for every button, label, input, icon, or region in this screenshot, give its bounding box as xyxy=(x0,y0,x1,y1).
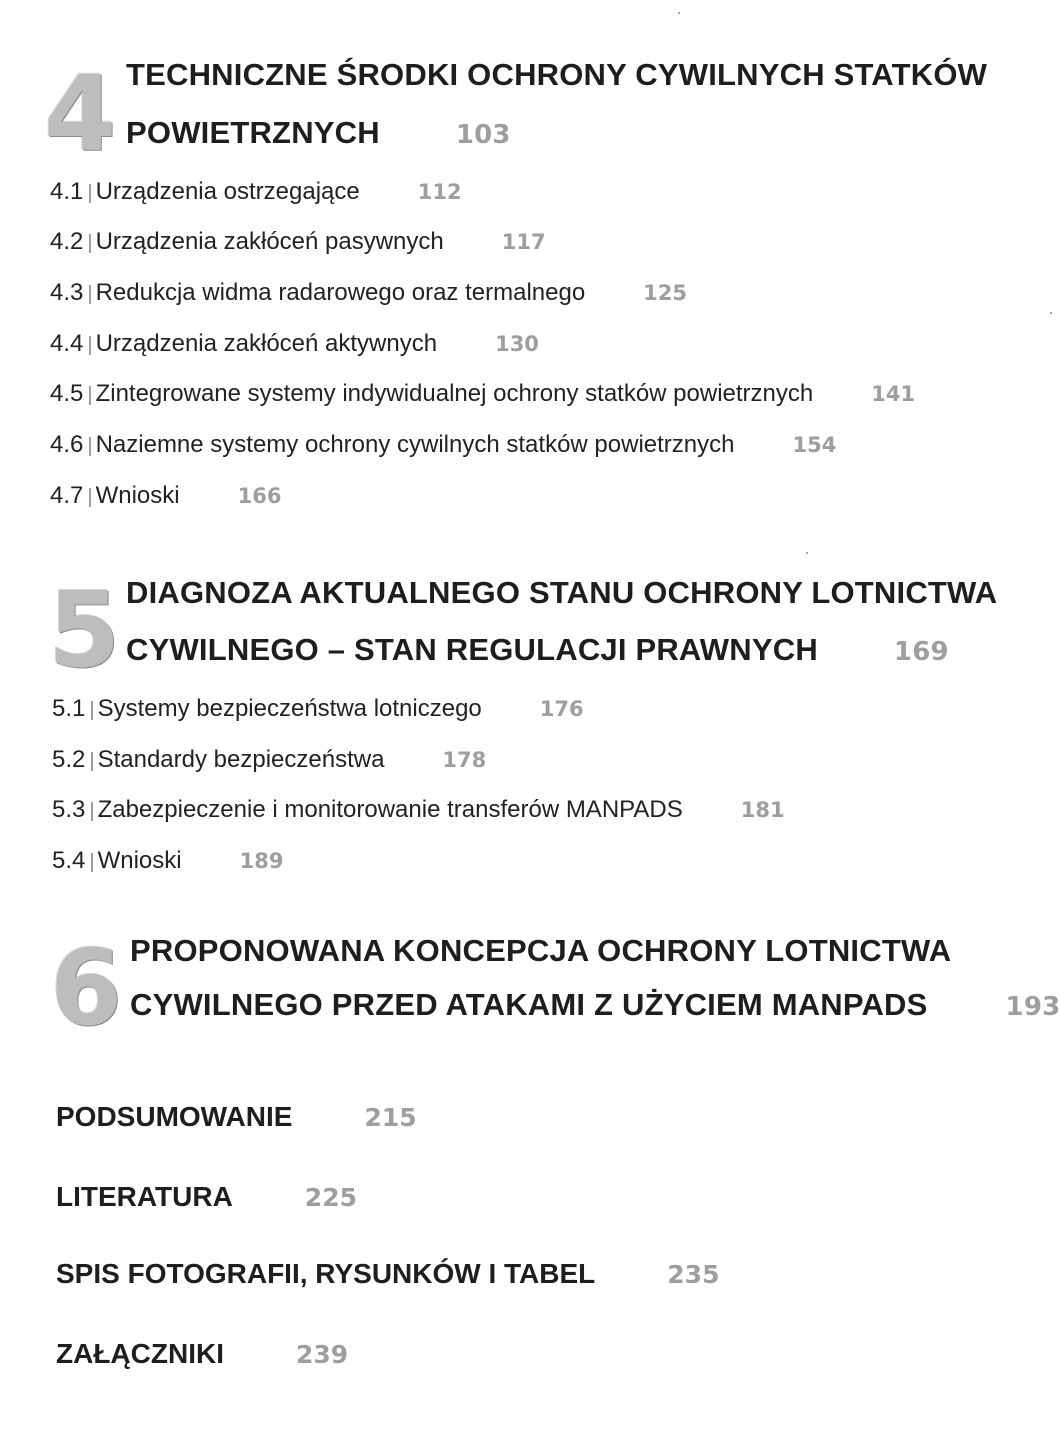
toc-entry: 4.3 | Redukcja widma radarowego oraz termalnego 125 xyxy=(50,279,688,306)
scan-speck xyxy=(678,12,680,14)
toc-entry: 5.3 | Zabezpieczenie i monitorowanie transferów MANPADS 181 xyxy=(52,796,785,823)
scan-speck xyxy=(1050,312,1052,314)
back-matter-appendices: ZAŁĄCZNIKI 239 xyxy=(56,1338,349,1369)
chapter-5-number: 5 xyxy=(48,569,121,691)
toc-entry: 4.2 | Urządzenia zakłóceń pasywnych 117 xyxy=(50,228,546,255)
chapter-6-title-line1: PROPONOWANA KONCEPCJA OCHRONY LOTNICTWA xyxy=(130,933,952,968)
toc-entry: 5.1 | Systemy bezpieczeństwa lotniczego 176 xyxy=(52,695,584,722)
chapter-4-page: 103 xyxy=(455,120,511,150)
toc-entry: 4.4 | Urządzenia zakłóceń aktywnych 130 xyxy=(50,330,539,357)
toc-entry: 4.1 | Urządzenia ostrzegające 112 xyxy=(50,178,462,205)
chapter-4-title-line2: POWIETRZNYCH 103 xyxy=(126,115,511,150)
back-matter-list-of-figures: SPIS FOTOGRAFII, RYSUNKÓW I TABEL 235 xyxy=(56,1258,720,1289)
scan-speck xyxy=(806,552,808,554)
chapter-4-title-line1: TECHNICZNE ŚRODKI OCHRONY CYWILNYCH STATKÓW xyxy=(126,57,988,92)
back-matter-summary: PODSUMOWANIE 215 xyxy=(56,1101,417,1132)
chapter-5-title-line2: CYWILNEGO – STAN REGULACJI PRAWNYCH 169 xyxy=(126,632,949,667)
toc-entry: 5.2 | Standardy bezpieczeństwa 178 xyxy=(52,746,487,773)
chapter-6-number: 6 xyxy=(50,927,123,1049)
back-matter-literature: LITERATURA 225 xyxy=(56,1181,357,1212)
chapter-5-title-line1: DIAGNOZA AKTUALNEGO STANU OCHRONY LOTNICTWA xyxy=(126,575,998,610)
toc-entry: 4.7 | Wnioski 166 xyxy=(50,482,282,509)
chapter-5-page: 169 xyxy=(893,637,949,667)
chapter-6-page: 193 xyxy=(1005,992,1060,1022)
toc-entry: 4.5 | Zintegrowane systemy indywidualnej ochrony statków powietrznych 141 xyxy=(50,380,916,407)
toc-entry: 4.6 | Naziemne systemy ochrony cywilnych statków powietrznych 154 xyxy=(50,431,837,458)
chapter-4-number: 4 xyxy=(44,53,117,175)
toc-entry: 5.4 | Wnioski 189 xyxy=(52,847,284,874)
chapter-6-title-line2: CYWILNEGO PRZED ATAKAMI Z UŻYCIEM MANPADS 193 xyxy=(130,987,1060,1022)
